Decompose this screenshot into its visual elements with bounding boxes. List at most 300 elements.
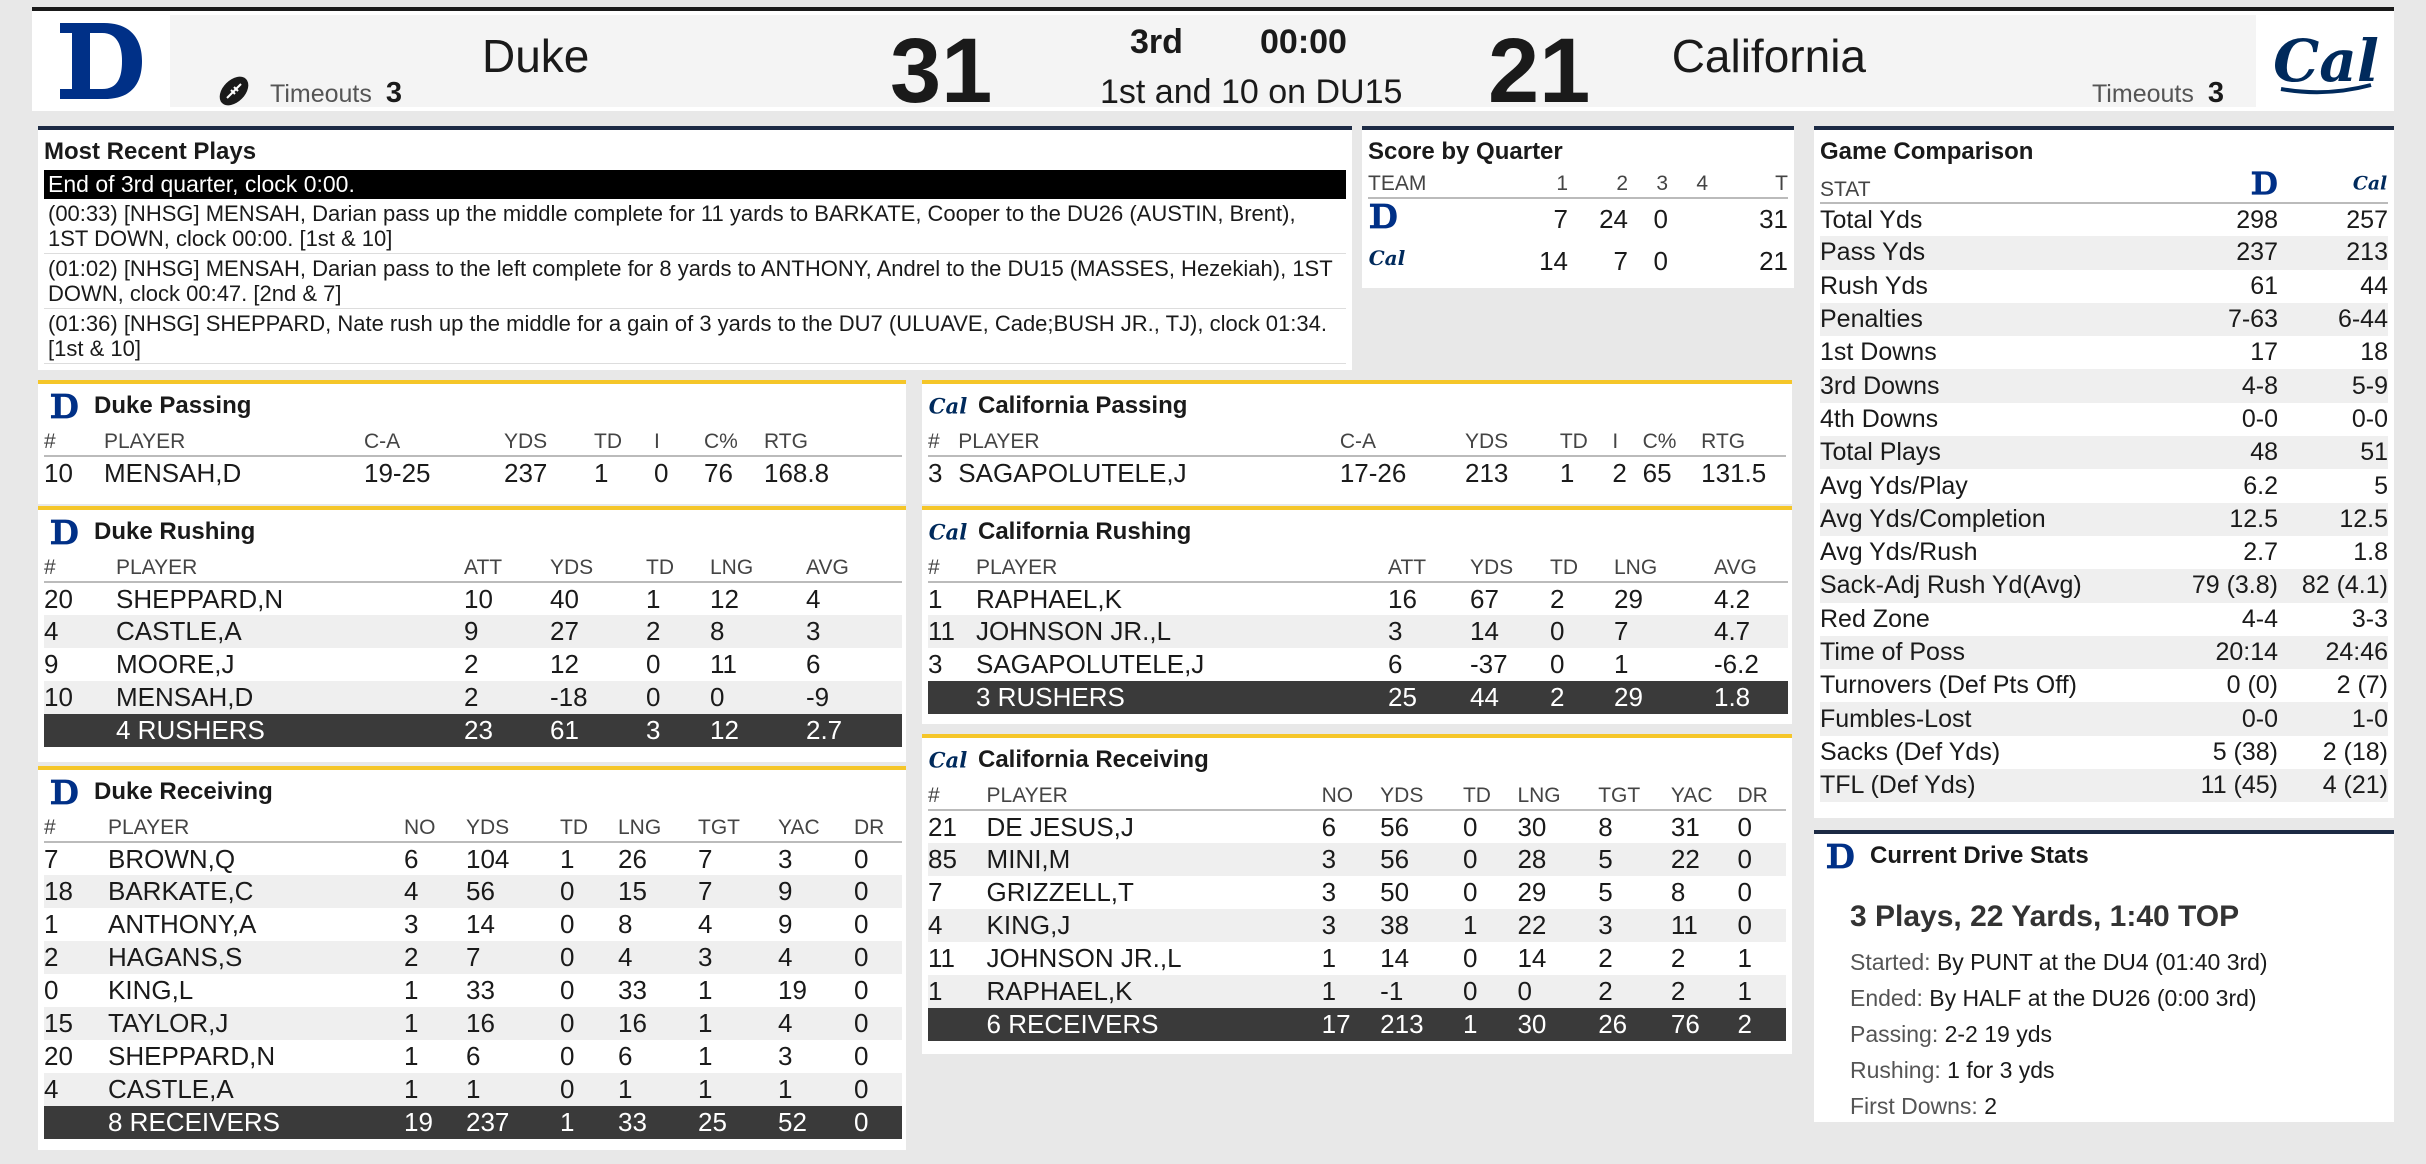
game-comparison-panel [1814, 126, 2394, 818]
stat-cell: 7 [928, 877, 943, 907]
drive-line-value: By HALF at the DU26 (0:00 3rd) [1929, 985, 2257, 1011]
drive-line [1850, 944, 2394, 980]
col-q4: 4 [1668, 170, 1708, 198]
stat-cell: 0 [854, 909, 869, 939]
cal-logo-icon [1368, 240, 1518, 282]
player-row [928, 810, 1786, 843]
col-rtg: RTG [764, 428, 902, 456]
stat-cell: GRIZZELL,T [986, 877, 1134, 907]
stat-cell: 4.7 [1714, 615, 1788, 648]
stat-cell: 56 [1380, 843, 1463, 876]
duke-receiving-table [44, 814, 902, 1139]
stat-cell: 0 [854, 1007, 902, 1040]
duke-value: 12.5 [2160, 503, 2278, 536]
stat-cell: 0 [560, 1007, 618, 1040]
cal-passing-table [928, 428, 1786, 489]
game-comparison-table [1820, 170, 2388, 802]
comparison-row [1820, 270, 2388, 303]
stat-cell: 0 [1737, 843, 1786, 876]
quarter-row-duke [1368, 198, 1788, 240]
stat-cell: 9 [778, 909, 793, 939]
player-row [928, 843, 1786, 876]
cal-logo-icon [928, 390, 968, 422]
drive-line-value: 1 for 3 yds [1947, 1057, 2055, 1083]
stat-label: Fumbles-Lost [1820, 702, 2160, 735]
total-row [928, 1008, 1786, 1041]
cal-total: 21 [1759, 245, 1788, 276]
stat-cell: 10 [464, 583, 493, 614]
away-team-name: California [1671, 30, 1866, 82]
col-td: TD [1550, 554, 1614, 582]
current-drive-title: Current Drive Stats [1870, 842, 2089, 869]
stat-label: Total Plays [1820, 436, 2160, 469]
player-row [44, 615, 902, 648]
stat-cell: 0 [1550, 615, 1614, 648]
stat-cell: 2 [1598, 943, 1613, 973]
stat-cell: 0 [1737, 909, 1786, 942]
duke-value: 4-4 [2241, 604, 2278, 633]
stat-label: Avg Yds/Play [1820, 471, 1968, 500]
drive-line [1850, 980, 2394, 1016]
stat-cell: 1 [1463, 909, 1518, 942]
play-item: (01:02) [NHSG] MENSAH, Darian pass to the left complete for 8 yards to ANTHONY, Andrel to the DU15 (MASSES, Hezekiah), 1ST DOWN, clock 00:47. [2nd & 7] [44, 254, 1346, 309]
stat-cell: -6.2 [1714, 649, 1759, 679]
stat-cell: 2 [1671, 975, 1738, 1008]
stat-label: Total Yds [1820, 205, 1923, 234]
stat-cell: 0 [44, 975, 59, 1005]
cal-receiving-panel [922, 734, 1792, 1054]
duke-q1: 7 [1553, 204, 1568, 234]
duke-receiving-panel [38, 766, 906, 1150]
stat-cell: 4 [778, 941, 854, 974]
stat-cell: 6 [404, 843, 419, 874]
player-row [928, 942, 1786, 975]
stat-cell: 3 [778, 843, 793, 874]
player-row [44, 1040, 902, 1073]
stat-cell: 16 [1388, 583, 1417, 614]
player-row [928, 615, 1788, 648]
stat-cell: 4 [778, 1007, 854, 1040]
cal-value: 51 [2278, 436, 2388, 469]
total-cell [44, 714, 116, 747]
recent-plays-title: Most Recent Plays [44, 138, 257, 165]
comparison-row [1820, 203, 2388, 236]
stat-cell: 9 [778, 875, 854, 908]
col-td: TD [560, 814, 618, 842]
stat-cell: 6 [806, 649, 821, 679]
player-row [928, 456, 1786, 489]
comparison-row [1820, 436, 2388, 469]
recent-plays-panel [38, 126, 1352, 370]
comparison-row [1820, 569, 2388, 602]
total-cell: 61 [550, 714, 646, 747]
col-td: TD [1560, 428, 1612, 456]
duke-logo-icon [36, 15, 164, 107]
col-tgt: TGT [698, 814, 778, 842]
stat-cell: 1 [1737, 943, 1752, 973]
score-by-quarter-table [1368, 170, 1788, 282]
stat-label: Rush Yds [1820, 271, 1928, 300]
stat-cell: 1 [466, 1073, 560, 1106]
comparison-row [1820, 369, 2388, 402]
score-by-quarter-panel [1362, 126, 1794, 288]
stat-cell: MOORE,J [116, 649, 235, 679]
comparison-row [1820, 503, 2388, 536]
comparison-row [1820, 336, 2388, 369]
duke-value: 48 [2160, 436, 2278, 469]
duke-receiving-title: Duke Receiving [94, 778, 273, 805]
stat-cell: MENSAH,D [116, 681, 464, 714]
cal-value: 44 [2360, 271, 2388, 300]
duke-receiving-header [38, 770, 906, 814]
total-cell: 29 [1614, 681, 1714, 714]
stat-cell: 7 [466, 941, 560, 974]
stat-label: Turnovers (Def Pts Off) [1820, 671, 2078, 700]
duke-q2: 24 [1599, 204, 1628, 234]
stat-cell: 38 [1380, 909, 1463, 942]
stat-cell: 2 [464, 681, 550, 714]
play-item: (01:36) [NHSG] SHEPPARD, Nate rush up the middle for a gain of 3 yards to the DU7 (ULUAVE, Cade;BUSH JR., TJ), clock 01:34. [1st & 10] [44, 309, 1346, 364]
stat-cell: 1 [928, 975, 987, 1008]
stat-cell: 2 [1612, 457, 1627, 488]
stat-cell: 8 [710, 615, 806, 648]
stat-cell: 131.5 [1701, 457, 1767, 488]
stat-cell: 27 [550, 615, 646, 648]
stat-cell: 7 [44, 843, 59, 874]
col-att: ATT [464, 554, 550, 582]
duke-rushing-panel [38, 506, 906, 762]
stat-cell: 10 [44, 681, 116, 714]
col-: # [44, 428, 104, 456]
cal-logo-icon [928, 744, 968, 776]
total-cell: 25 [698, 1106, 778, 1139]
col-i: I [1612, 428, 1642, 456]
stat-cell: 0 [1517, 975, 1598, 1008]
stat-cell: 6 [1388, 649, 1403, 679]
stat-cell: 14 [1380, 943, 1410, 973]
comparison-row [1820, 736, 2388, 769]
col-lng: LNG [1517, 782, 1598, 810]
cal-value: 1-0 [2278, 702, 2388, 735]
total-cell [44, 1106, 108, 1139]
total-cell: 25 [1388, 681, 1470, 714]
scoreboard [32, 7, 2394, 122]
total-row [928, 681, 1788, 714]
stat-cell: 22 [1517, 909, 1598, 942]
total-row [44, 714, 902, 747]
total-cell: 3 [646, 714, 710, 747]
total-row [44, 1106, 902, 1139]
col-player: PLAYER [116, 554, 464, 582]
col-player: PLAYER [976, 554, 1388, 582]
cal-rushing-header [922, 510, 1792, 554]
stat-cell: 1 [404, 1041, 419, 1071]
player-row [928, 975, 1786, 1008]
drive-line [1850, 1088, 2394, 1124]
stat-cell: 104 [466, 843, 510, 874]
down-and-distance: 1st and 10 on DU15 [1100, 73, 1403, 111]
stat-cell: 4 [698, 909, 713, 939]
cal-q4 [1668, 240, 1708, 282]
duke-passing-title: Duke Passing [94, 392, 252, 419]
stat-cell: 0 [654, 457, 669, 488]
col-: # [928, 782, 987, 810]
player-row [928, 876, 1786, 909]
stat-cell: 3 [1388, 615, 1470, 648]
col-q3: 3 [1628, 170, 1668, 198]
player-row [44, 648, 902, 681]
duke-value: 4-8 [2160, 369, 2278, 402]
stat-cell: SHEPPARD,N [116, 583, 284, 614]
stat-cell: 11 [928, 615, 976, 648]
comparison-row [1820, 236, 2388, 269]
col-td: TD [1463, 782, 1518, 810]
col-att: ATT [1388, 554, 1470, 582]
stat-cell: 0 [1462, 877, 1478, 907]
stat-cell: 11 [1671, 909, 1738, 942]
stat-label: Time of Poss [1820, 636, 2160, 669]
stat-cell: BARKATE,C [108, 875, 404, 908]
total-cell: 4 RUSHERS [116, 714, 464, 747]
duke-rushing-title: Duke Rushing [94, 518, 256, 545]
col-yds: YDS [1470, 554, 1550, 582]
svg-text:Cal: Cal [2352, 172, 2388, 195]
player-row [928, 582, 1788, 615]
col-yac: YAC [1671, 782, 1738, 810]
stat-cell: ANTHONY,A [108, 909, 257, 939]
stat-cell: 4 [44, 615, 116, 648]
stat-cell: 14 [1470, 615, 1550, 648]
stat-label: Red Zone [1820, 604, 1930, 633]
player-row [928, 909, 1786, 942]
play-item: (00:33) [NHSG] MENSAH, Darian pass up the middle complete for 11 yards to BARKATE, Cooper to the DU26 (AUSTIN, Brent), 1ST DOWN, clock 00:00. [1st & 10] [44, 199, 1346, 254]
stat-cell: 3 [928, 457, 943, 488]
col-: # [928, 554, 976, 582]
stat-cell: 1 [1737, 975, 1786, 1008]
stat-cell: 2 [1670, 943, 1686, 973]
duke-value: 7-63 [2160, 303, 2278, 336]
total-cell: 2.7 [806, 714, 902, 747]
drive-line-label: Started: [1850, 949, 1931, 975]
stat-cell: -9 [806, 681, 902, 714]
cal-receiving-title: California Receiving [978, 746, 1209, 773]
stat-cell: 0 [1462, 943, 1478, 973]
stat-cell: 0 [854, 843, 869, 874]
stat-cell: 0 [560, 909, 575, 939]
drive-line [1850, 1016, 2394, 1052]
col-tgt: TGT [1598, 782, 1671, 810]
stat-cell: 56 [1380, 811, 1410, 842]
comparison-row [1820, 669, 2388, 702]
stat-cell: 213 [1464, 457, 1509, 488]
comparison-row [1820, 769, 2388, 802]
stat-cell: 1 [594, 457, 609, 488]
col-i: I [654, 428, 704, 456]
stat-cell: JOHNSON JR.,L [976, 615, 1388, 648]
duke-passing-header [38, 384, 906, 428]
stat-label: Pass Yds [1820, 236, 2160, 269]
cal-logo-icon [928, 516, 968, 548]
cal-logo-icon [2262, 15, 2390, 107]
stat-cell: 6 [466, 1041, 481, 1071]
stat-cell: 0 [646, 649, 661, 679]
stat-cell: 3 [1322, 909, 1381, 942]
stat-label: Sack-Adj Rush Yd(Avg) [1820, 569, 2160, 602]
stat-cell: 28 [1517, 843, 1598, 876]
total-cell: 17 [1322, 1008, 1381, 1041]
stat-cell: 0 [560, 975, 575, 1005]
cal-value: 3-3 [2351, 604, 2388, 633]
col-rtg: RTG [1701, 428, 1786, 456]
stat-cell: 26 [618, 843, 647, 874]
stat-cell: 4 [806, 583, 821, 614]
stat-cell: 0 [1737, 877, 1752, 907]
cal-receiving-table [928, 782, 1786, 1041]
cal-q2: 7 [1613, 245, 1628, 276]
stat-cell: 11 [928, 943, 955, 973]
duke-logo-icon [44, 390, 84, 422]
stat-cell: 1 [698, 1007, 778, 1040]
stat-cell: 56 [466, 875, 560, 908]
duke-value: 237 [2160, 236, 2278, 269]
cal-value: 2 (7) [2336, 671, 2388, 700]
total-cell [928, 1008, 987, 1041]
duke-passing-panel [38, 380, 906, 504]
stat-cell: 0 [560, 1041, 575, 1071]
stat-cell: MINI,M [987, 843, 1322, 876]
stat-cell: -37 [1470, 649, 1508, 679]
stat-cell: 1 [698, 975, 713, 1005]
total-cell: 6 RECEIVERS [987, 1008, 1322, 1041]
football-icon [214, 71, 254, 116]
stat-cell: CASTLE,A [116, 615, 464, 648]
col-dr: DR [854, 814, 902, 842]
col-player: PLAYER [958, 428, 1340, 456]
stat-cell: 237 [504, 457, 548, 488]
col-player: PLAYER [108, 814, 404, 842]
stat-cell: 2 [44, 941, 108, 974]
comparison-row [1820, 603, 2388, 636]
stat-cell: 1 [1559, 457, 1575, 488]
stat-cell: 50 [1380, 877, 1410, 907]
player-row [44, 1007, 902, 1040]
col-c: C% [704, 428, 764, 456]
stat-cell: 15 [618, 875, 698, 908]
stat-cell: 2 [464, 649, 479, 679]
cal-value: 213 [2278, 236, 2388, 269]
total-cell: 2 [1737, 1008, 1786, 1041]
stat-cell: 16 [466, 1007, 560, 1040]
stat-cell: 0 [560, 875, 618, 908]
stat-cell: 0 [710, 681, 806, 714]
comparison-row [1820, 702, 2388, 735]
stat-cell: SHEPPARD,N [108, 1041, 276, 1071]
stat-cell: JOHNSON JR.,L [986, 943, 1182, 973]
cal-q1: 14 [1539, 245, 1568, 276]
stat-cell: 9 [464, 615, 550, 648]
col-td: TD [594, 428, 654, 456]
col-yds: YDS [550, 554, 646, 582]
stat-cell: 1 [698, 1041, 713, 1071]
stat-cell: 0 [1463, 843, 1518, 876]
stat-cell: 19 [778, 975, 807, 1005]
duke-value: 298 [2236, 205, 2278, 234]
stat-cell: 12 [710, 583, 739, 614]
col-avg: AVG [806, 554, 902, 582]
duke-logo-icon [1368, 198, 1518, 240]
duke-value: 0-0 [2160, 702, 2278, 735]
stat-cell: 18 [44, 875, 108, 908]
stat-label: 3rd Downs [1820, 369, 2160, 402]
total-cell: 33 [618, 1106, 698, 1139]
cal-value: 5-9 [2278, 369, 2388, 402]
stat-cell: 7 [1614, 615, 1714, 648]
stat-cell: 14 [466, 909, 495, 939]
stat-cell: 7 [698, 875, 778, 908]
total-cell: 3 RUSHERS [976, 681, 1388, 714]
stat-cell: 1 [928, 583, 943, 614]
stat-cell: 30 [1517, 811, 1547, 842]
stat-cell: 0 [854, 1073, 902, 1106]
stat-cell: 1 [618, 1073, 698, 1106]
duke-value: 0 (0) [2226, 671, 2278, 700]
stat-cell: RAPHAEL,K [976, 583, 1122, 614]
stat-cell: 3 [806, 615, 902, 648]
col-yds: YDS [1380, 782, 1463, 810]
stat-cell: KING,L [108, 975, 194, 1005]
stat-cell: MENSAH,D [104, 457, 242, 488]
duke-value: 11 (45) [2160, 769, 2278, 802]
cal-value: 24:46 [2278, 636, 2388, 669]
game-comparison-title: Game Comparison [1820, 138, 2034, 165]
stat-cell: 21 [928, 811, 957, 842]
cal-passing-title: California Passing [978, 392, 1188, 419]
stat-cell: 4 [618, 941, 698, 974]
stat-cell: 7 [698, 843, 713, 874]
stat-cell: 2 [646, 615, 710, 648]
col-no: NO [404, 814, 466, 842]
player-row [44, 941, 902, 974]
player-row [44, 908, 902, 941]
recent-plays-list [38, 170, 1352, 364]
col-ca: C-A [1340, 428, 1465, 456]
total-cell: 30 [1517, 1008, 1598, 1041]
duke-logo-icon [44, 516, 84, 548]
cal-passing-header [922, 384, 1792, 428]
duke-value: 6.2 [2243, 471, 2278, 500]
stat-cell: 8 [1670, 877, 1686, 907]
col-dr: DR [1737, 782, 1786, 810]
svg-text:Cal: Cal [928, 393, 968, 419]
col-c: C% [1643, 428, 1702, 456]
home-score: 31 [890, 20, 993, 122]
stat-cell: 29 [1517, 877, 1547, 907]
cal-value: 5 [2374, 471, 2388, 500]
cal-rushing-table [928, 554, 1788, 714]
duke-logo-icon [44, 776, 84, 808]
cal-rushing-panel [922, 506, 1792, 724]
stat-cell: 6 [618, 1041, 633, 1071]
game-period: 3rd [1130, 23, 1183, 61]
stat-cell: 19-25 [364, 457, 431, 488]
player-row [44, 875, 902, 908]
cal-q3: 0 [1653, 245, 1668, 276]
duke-value: 5 (38) [2212, 737, 2278, 766]
player-row [44, 974, 902, 1007]
total-cell: 19 [404, 1106, 466, 1139]
total-cell: 23 [464, 714, 550, 747]
duke-rushing-header [38, 510, 906, 554]
